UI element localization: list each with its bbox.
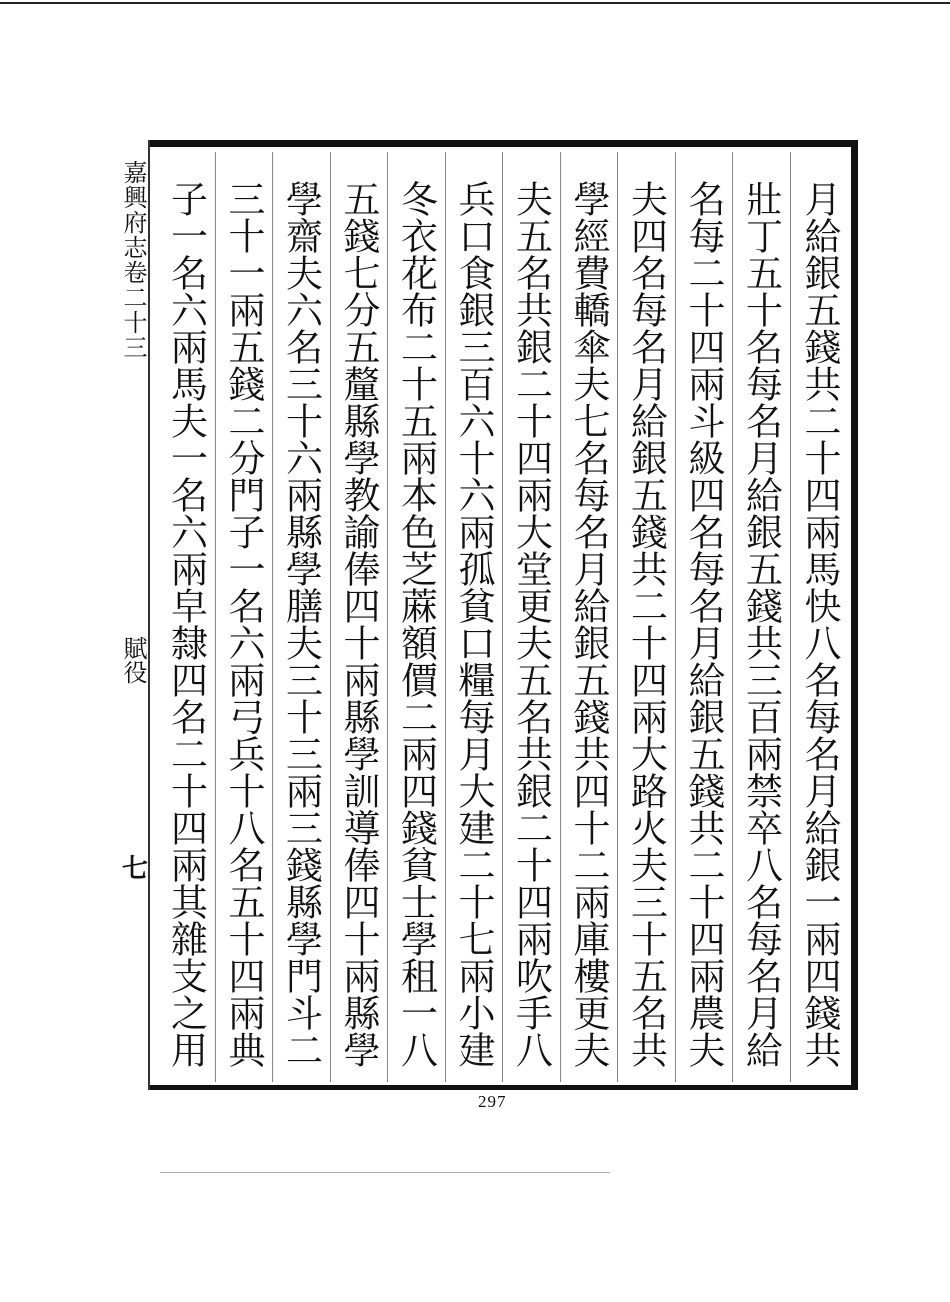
frame-right-border [851,140,858,1090]
margin-book-title: 嘉興府志卷二十三 [119,160,147,360]
book-page [118,140,858,1090]
text-column-7: 兵口食銀三百六十六兩孤貧口糧每月大建二十七兩小建 [446,152,504,1082]
margin-folio-number: 七 [117,854,148,880]
text-column-10: 學齋夫六名三十六兩縣學膳夫三十三兩三錢縣學門斗二 [273,152,331,1082]
text-column-2: 壯丁五十名每名月給銀五錢共三百兩禁卒八名每名月給 [733,152,791,1082]
text-column-8: 冬衣花布二十五兩本色芝蔴額價二兩四錢貧士學租一八 [388,152,446,1082]
frame-top-border [148,140,858,147]
text-column-4: 夫四名每名月給銀五錢共二十四兩大路火夫三十五名共 [618,152,676,1082]
page-number: 297 [478,1092,507,1111]
text-column-1: 月給銀五錢共二十四兩馬快八名每名月給銀一兩四錢共 [798,180,841,1068]
top-edge-rule [0,2,950,4]
frame-bottom-border [148,1085,858,1090]
text-columns [158,152,848,1082]
text-column-12: 子一名六兩馬夫一名六兩皁隸四名二十四兩其雜支之用 [158,152,216,1082]
text-column-5: 學經費轎傘夫七名每名月給銀五錢共四十二兩庫樓更夫 [561,152,619,1082]
frame-left-border [148,140,150,1090]
margin-strip [118,160,148,1060]
margin-section-title: 賦役 [119,636,147,684]
text-column-9: 五錢七分五釐縣學教諭俸四十兩縣學訓導俸四十兩縣學 [331,152,389,1082]
text-column-3: 名每二十四兩斗級四名每名月給銀五錢共二十四兩農夫 [676,152,734,1082]
bottom-scan-rule [160,1172,610,1173]
text-column-11: 三十一兩五錢二分門子一名六兩弓兵十八名五十四兩典 [216,152,274,1082]
text-column-6: 夫五名共銀二十四兩大堂更夫五名共銀二十四兩吹手八 [503,152,561,1082]
